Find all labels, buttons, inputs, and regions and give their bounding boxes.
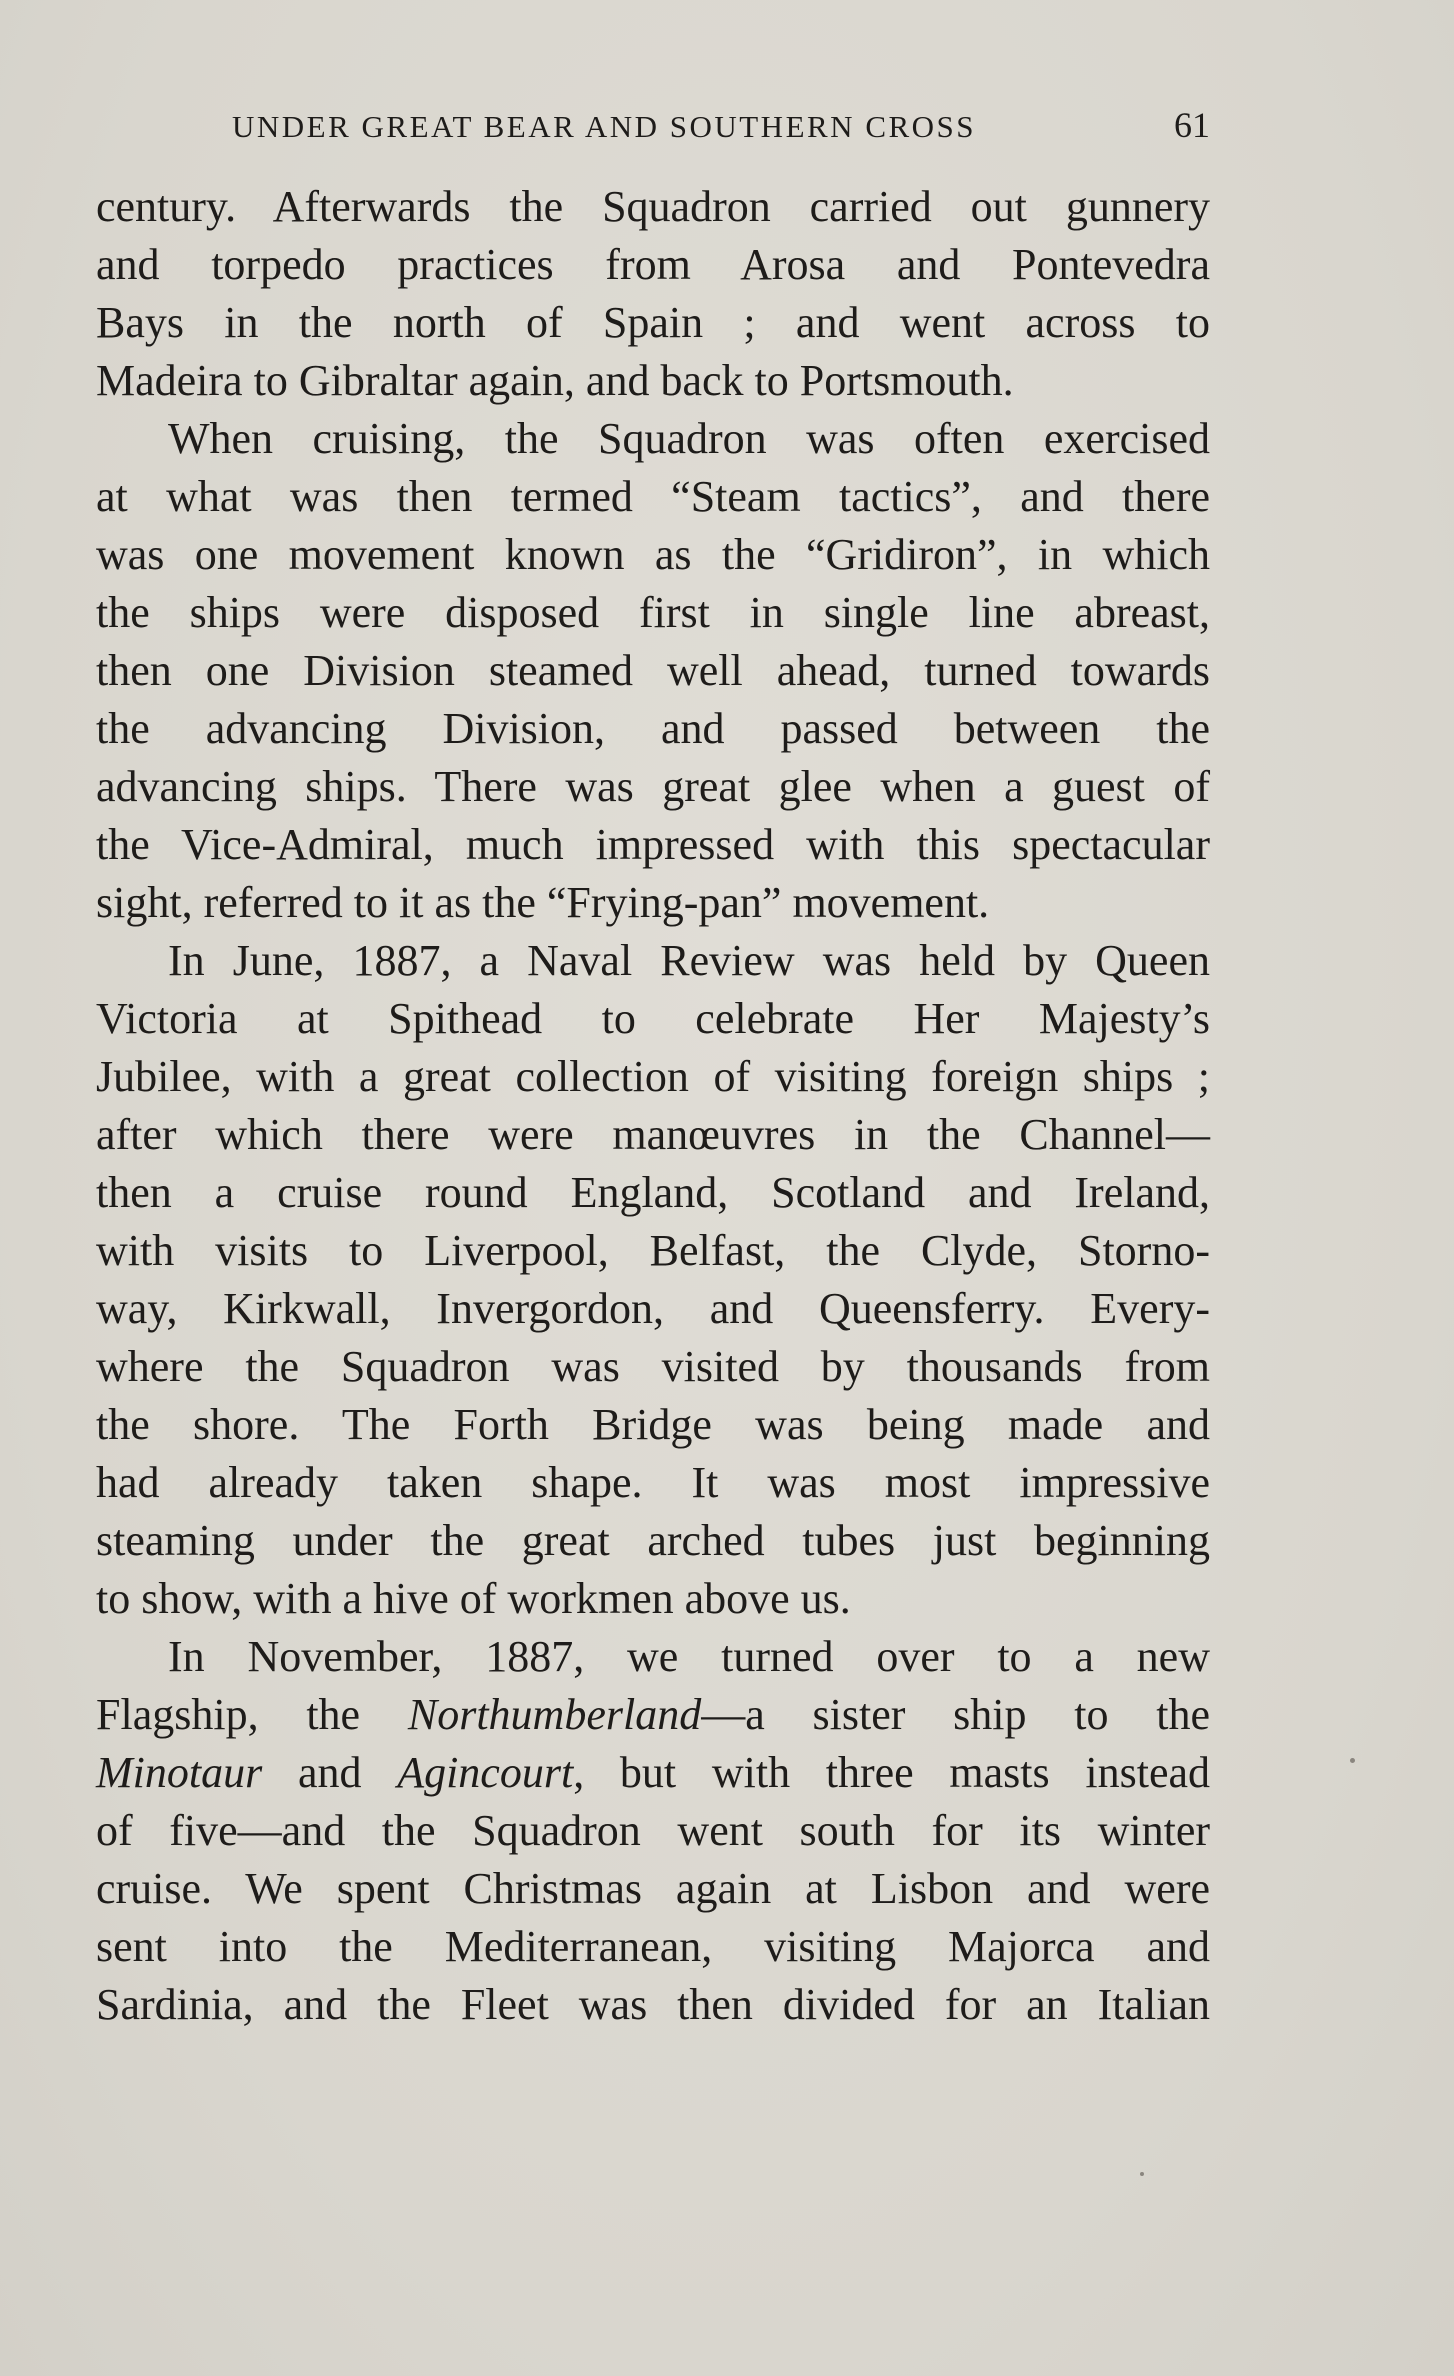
running-head (232, 104, 1210, 154)
text-segment: —a sister ship to the (701, 1690, 1211, 1739)
text-line: cruise. We spent Christmas again at Lisbon and were (96, 1864, 1210, 1913)
text-line: of five—and the Squadron went south for its winter (96, 1806, 1210, 1855)
text-line: the advancing Division, and passed between the (96, 704, 1210, 753)
text-line: to show, with a hive of workmen above us. (96, 1574, 851, 1623)
text-segment: Flagship, the (96, 1690, 408, 1739)
paper-speck (1140, 2172, 1144, 2176)
text-line: way, Kirkwall, Invergordon, and Queensferry. Every- (96, 1284, 1210, 1333)
text-line: the ships were disposed first in single line abreast, (96, 588, 1210, 637)
text-line: at what was then termed “Steam tactics”, and there (96, 472, 1210, 521)
text-line: Sardinia, and the Fleet was then divided for an Italian (96, 1980, 1210, 2029)
body-text (96, 178, 1210, 2034)
text-line: the Vice-Admiral, much impressed with this spectacular (96, 820, 1210, 869)
italic-ship-name: Agincourt (397, 1748, 574, 1797)
text-line (96, 1686, 1210, 1744)
text-line: Jubilee, with a great collection of visiting foreign ships ; (96, 1052, 1210, 1101)
text-line: and torpedo practices from Arosa and Pontevedra (96, 240, 1210, 289)
text-line: after which there were manœuvres in the Channel— (96, 1110, 1210, 1159)
text-line: advancing ships. There was great glee when a guest of (96, 762, 1210, 811)
text-line: the shore. The Forth Bridge was being made and (96, 1400, 1210, 1449)
text-line: In June, 1887, a Naval Review was held by Queen (168, 936, 1210, 985)
text-line: had already taken shape. It was most impressive (96, 1458, 1210, 1507)
text-line: then a cruise round England, Scotland and Ireland, (96, 1168, 1210, 1217)
text-line: When cruising, the Squadron was often exercised (168, 414, 1210, 463)
paper-speck (1350, 1758, 1355, 1763)
text-segment: , but with three masts instead (573, 1748, 1210, 1797)
running-title: UNDER GREAT BEAR AND SOUTHERN CROSS (232, 109, 977, 144)
text-segment: and (262, 1748, 398, 1797)
text-line: with visits to Liverpool, Belfast, the Clyde, Storno- (96, 1226, 1210, 1275)
text-line (96, 1744, 1210, 1802)
page-number: 61 (1174, 105, 1210, 145)
italic-ship-name: Minotaur (96, 1748, 263, 1797)
text-line: Bays in the north of Spain ; and went across to (96, 298, 1210, 347)
text-line: sent into the Mediterranean, visiting Majorca and (96, 1922, 1210, 1971)
text-line: was one movement known as the “Gridiron”, in which (96, 530, 1210, 579)
text-line: sight, referred to it as the “Frying-pan” movement. (96, 878, 990, 927)
text-line: steaming under the great arched tubes just beginning (96, 1516, 1210, 1565)
text-line: Madeira to Gibraltar again, and back to Portsmouth. (96, 356, 1014, 405)
text-line: Victoria at Spithead to celebrate Her Majesty’s (96, 994, 1210, 1043)
italic-ship-name: Northumberland (407, 1690, 702, 1739)
text-line: In November, 1887, we turned over to a new (168, 1632, 1210, 1681)
text-line: century. Afterwards the Squadron carried out gunnery (96, 182, 1210, 231)
text-line: where the Squadron was visited by thousands from (96, 1342, 1210, 1391)
text-line: then one Division steamed well ahead, turned towards (96, 646, 1210, 695)
